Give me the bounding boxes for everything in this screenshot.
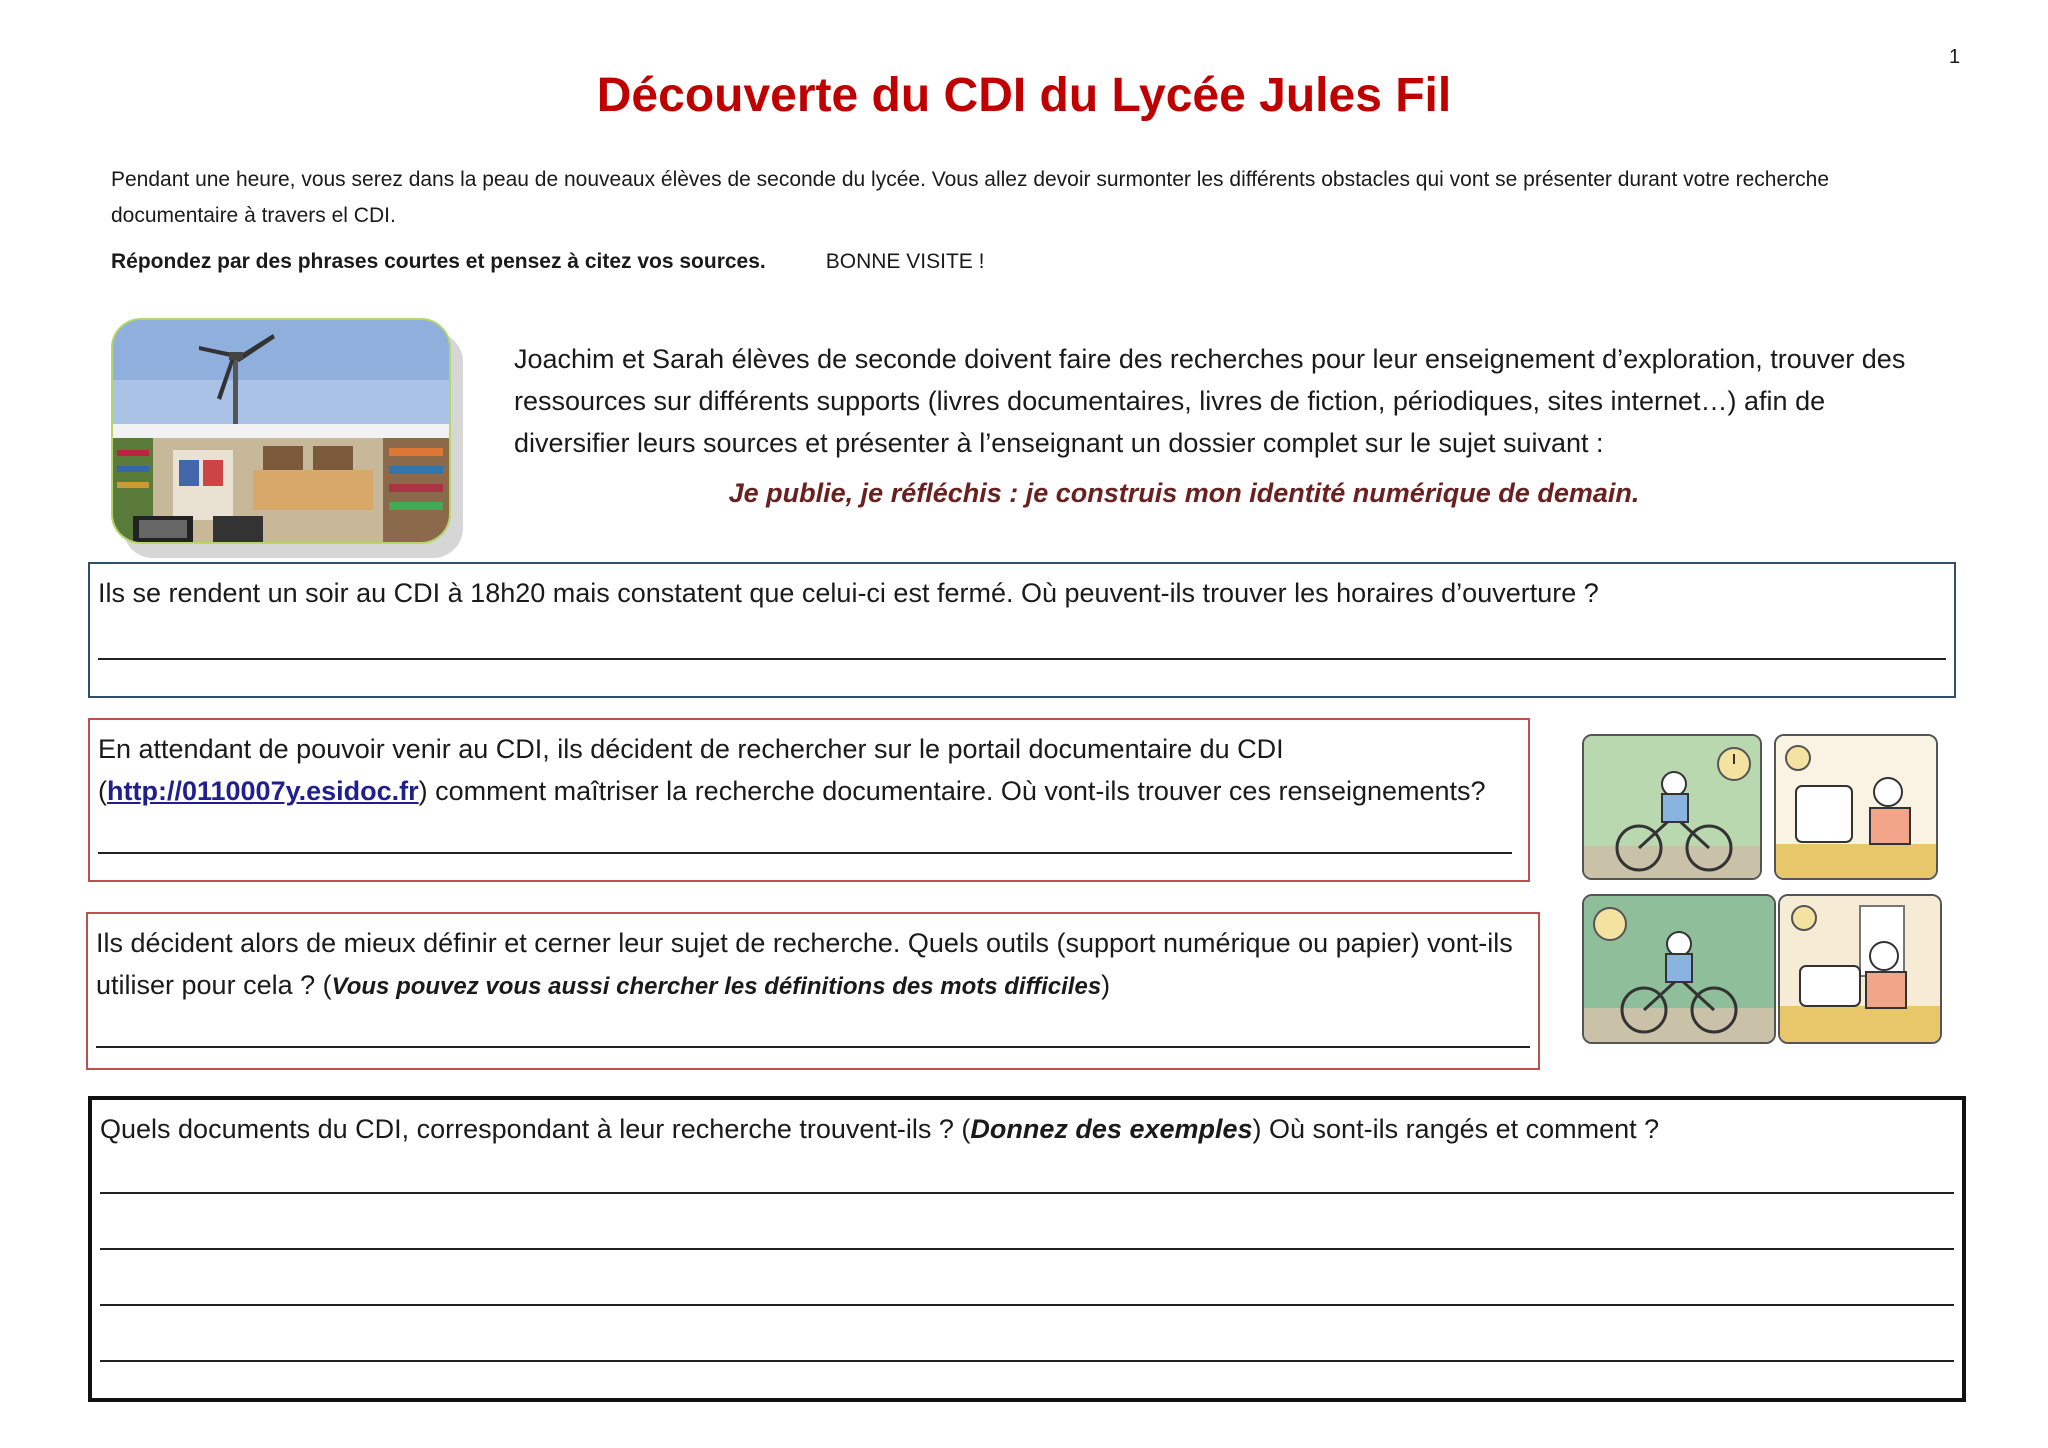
instructions-line <box>111 250 984 274</box>
cyclist-panel-1 <box>1584 736 1760 878</box>
answer-line[interactable] <box>96 1046 1530 1048</box>
question-text: En attendant de pouvoir venir au CDI, ils décident de rechercher sur le portail documentaire du CDI ( <box>98 734 1284 806</box>
question-box-tools <box>86 912 1540 1070</box>
computer-panel-1 <box>1776 736 1936 878</box>
answer-line[interactable] <box>98 852 1512 854</box>
question-box-documents <box>88 1096 1966 1402</box>
question-text: Ils se rendent un soir au CDI à 18h20 mais constatent que celui-ci est fermé. Où peuvent-ils trouver les horaires d’ouverture ? <box>98 578 1599 608</box>
answer-line[interactable] <box>100 1360 1954 1362</box>
cyclist-panel-2 <box>1584 896 1774 1042</box>
question-text-cont: ) Où sont-ils rangés et comment ? <box>1252 1114 1660 1144</box>
question-hint: Donnez des exemples <box>970 1114 1253 1144</box>
question-text-cont: ) <box>1101 970 1111 1000</box>
greeting-text: BONNE VISITE ! <box>825 250 985 273</box>
instructions-text: Répondez par des phrases courtes et pensez à citez vos sources. <box>111 250 766 273</box>
question-text: Ils décident alors de mieux définir et cerner leur sujet de recherche. Quels outils (support numérique ou papier) vont-ils utiliser pour cela ? ( <box>96 928 1513 1000</box>
comic-strip-image <box>1582 734 1942 1044</box>
intro-paragraph: Pendant une heure, vous serez dans la peau de nouveaux élèves de seconde du lycée. Vous allez devoir surmonter les différents obstacles qui vont se présenter durant votre recherche documentaire à travers el CDI. <box>111 168 1830 227</box>
question-box-opening-hours <box>88 562 1956 698</box>
question-text: Quels documents du CDI, correspondant à leur recherche trouvent-ils ? ( <box>100 1114 971 1144</box>
library-photo <box>111 318 463 558</box>
page-number: 1 <box>1949 46 1961 68</box>
answer-line[interactable] <box>98 658 1946 660</box>
answer-line[interactable] <box>100 1248 1954 1250</box>
esidoc-link[interactable]: http://0110007y.esidoc.fr <box>107 776 419 806</box>
question-box-portal <box>88 718 1530 882</box>
page-title: Découverte du CDI du Lycée Jules Fil <box>596 69 1452 122</box>
computer-panel-2 <box>1780 896 1940 1042</box>
scenario-paragraph: Joachim et Sarah élèves de seconde doivent faire des recherches pour leur enseignement d’exploration, trouver des ressources sur différents supports (livres documentaires, livres de fiction, périodiques, sites internet…) afin de diversifier leurs sources et présenter à l’enseignant un dossier complet sur le sujet suivant : <box>514 344 1906 458</box>
answer-line[interactable] <box>100 1192 1954 1194</box>
library-wind-turbine-illustration <box>113 320 449 542</box>
answer-line[interactable] <box>100 1304 1954 1306</box>
question-text-cont: ) comment maîtriser la recherche documentaire. Où vont-ils trouver ces renseignements? <box>418 776 1486 806</box>
question-hint: Vous pouvez vous aussi chercher les définitions des mots difficiles <box>331 973 1102 1000</box>
research-subject: Je publie, je réfléchis : je construis mon identité numérique de demain. <box>728 478 1640 508</box>
